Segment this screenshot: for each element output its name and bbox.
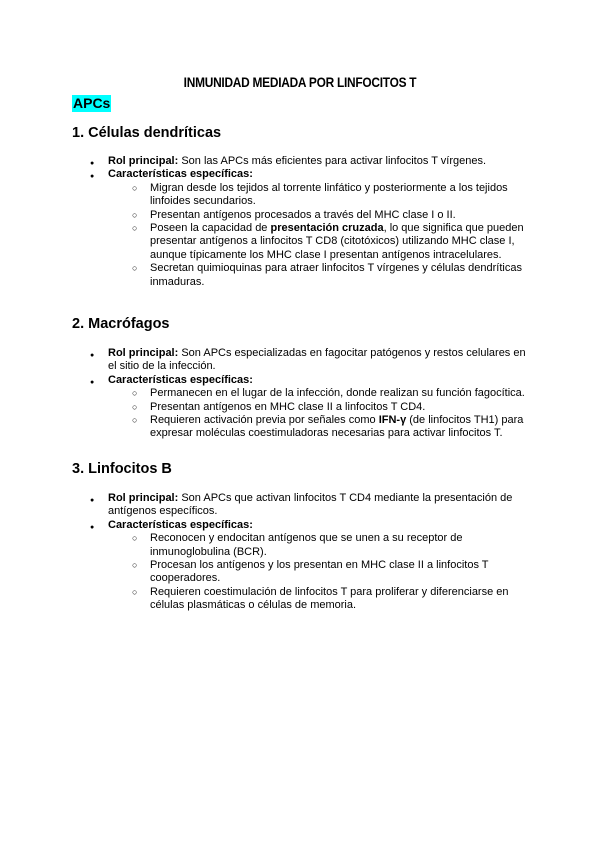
circle-bullet-icon: ○	[132, 182, 138, 193]
bullet-icon: ●	[90, 352, 95, 359]
section-heading-macrophages: 2. Macrófagos	[72, 316, 170, 332]
sub-item: ○ Secretan quimioquinas para atraer linfocitos T vírgenes y células dendríticas inmaduras.	[132, 262, 522, 288]
list-item: ● Rol principal: Son las APCs más eficientes para activar linfocitos T vírgenes.	[90, 155, 530, 168]
bullet-icon: ●	[90, 523, 95, 531]
section-heading-b-cells: 3. Linfocitos B	[72, 461, 172, 477]
highlighted-heading: APCs	[73, 95, 111, 111]
list-item: ● Rol principal: Son APCs que activan linfocitos T CD4 mediante la presentación de antígenos específicos.	[90, 492, 513, 518]
section-heading-dendritic: 1. Células dendríticas	[72, 125, 222, 141]
bullet-icon: ●	[90, 173, 95, 181]
bullet-icon: ●	[90, 378, 95, 386]
bullet-icon: ●	[90, 160, 95, 167]
circle-bullet-icon: ○	[132, 560, 138, 571]
sub-item: ○ Procesan los antígenos y los presentan en MHC clase II a linfocitos T cooperadores.	[132, 559, 489, 585]
sub-item: ○ Presentan antígenos en MHC clase II a linfocitos T CD4.	[132, 400, 426, 413]
circle-bullet-icon: ○	[132, 586, 138, 597]
section-list-macrophages	[90, 347, 530, 441]
circle-bullet-icon: ○	[132, 533, 138, 544]
sub-item: ○ Requieren activación previa por señales como IFN-γ (de linfocitos TH1) para expresar moléculas coestimuladoras necesarias para activar linfocitos T.	[132, 414, 524, 440]
section-list-dendritic	[90, 155, 530, 289]
list-item: ● Características específicas:	[90, 168, 530, 181]
sub-item: ○ Poseen la capacidad de presentación cruzada, lo que significa que pueden presentar antígenos a linfocitos T CD8 (citotóxicos) utilizando MHC clase I, aunque típicamente los MHC clase I presentan antígenos intracelulares.	[132, 222, 524, 261]
circle-bullet-icon: ○	[132, 263, 138, 274]
list-item: ● Características específicas:	[90, 519, 530, 532]
circle-bullet-icon: ○	[132, 223, 138, 234]
list-item: ● Rol principal: Son APCs especializadas en fagocitar patógenos y restos celulares en el sitio de la infección.	[90, 347, 526, 373]
circle-bullet-icon: ○	[132, 209, 138, 220]
sub-item: ○ Permanecen en el lugar de la infección, donde realizan su función fagocítica.	[132, 387, 525, 400]
circle-bullet-icon: ○	[132, 401, 138, 412]
sub-item: ○ Presentan antígenos procesados a través del MHC clase I o II.	[132, 208, 456, 221]
list-item: ● Características específicas:	[90, 374, 530, 387]
document-title: INMUNIDAD MEDIADA POR LINFOCITOS T	[183, 74, 417, 90]
section-list-b-cells	[90, 492, 530, 613]
sub-item: ○ Migran desde los tejidos al torrente linfático y posteriormente a los tejidos linfoides secundarios.	[132, 181, 508, 208]
sub-item: ○ Requieren coestimulación de linfocitos T para proliferar y diferenciarse en células plasmáticas o células de memoria.	[132, 585, 509, 612]
circle-bullet-icon: ○	[132, 415, 138, 426]
bullet-icon: ●	[90, 497, 95, 504]
sub-item: ○ Reconocen y endocitan antígenos que se unen a su receptor de inmunoglobulina (BCR).	[132, 532, 463, 558]
circle-bullet-icon: ○	[132, 388, 138, 399]
